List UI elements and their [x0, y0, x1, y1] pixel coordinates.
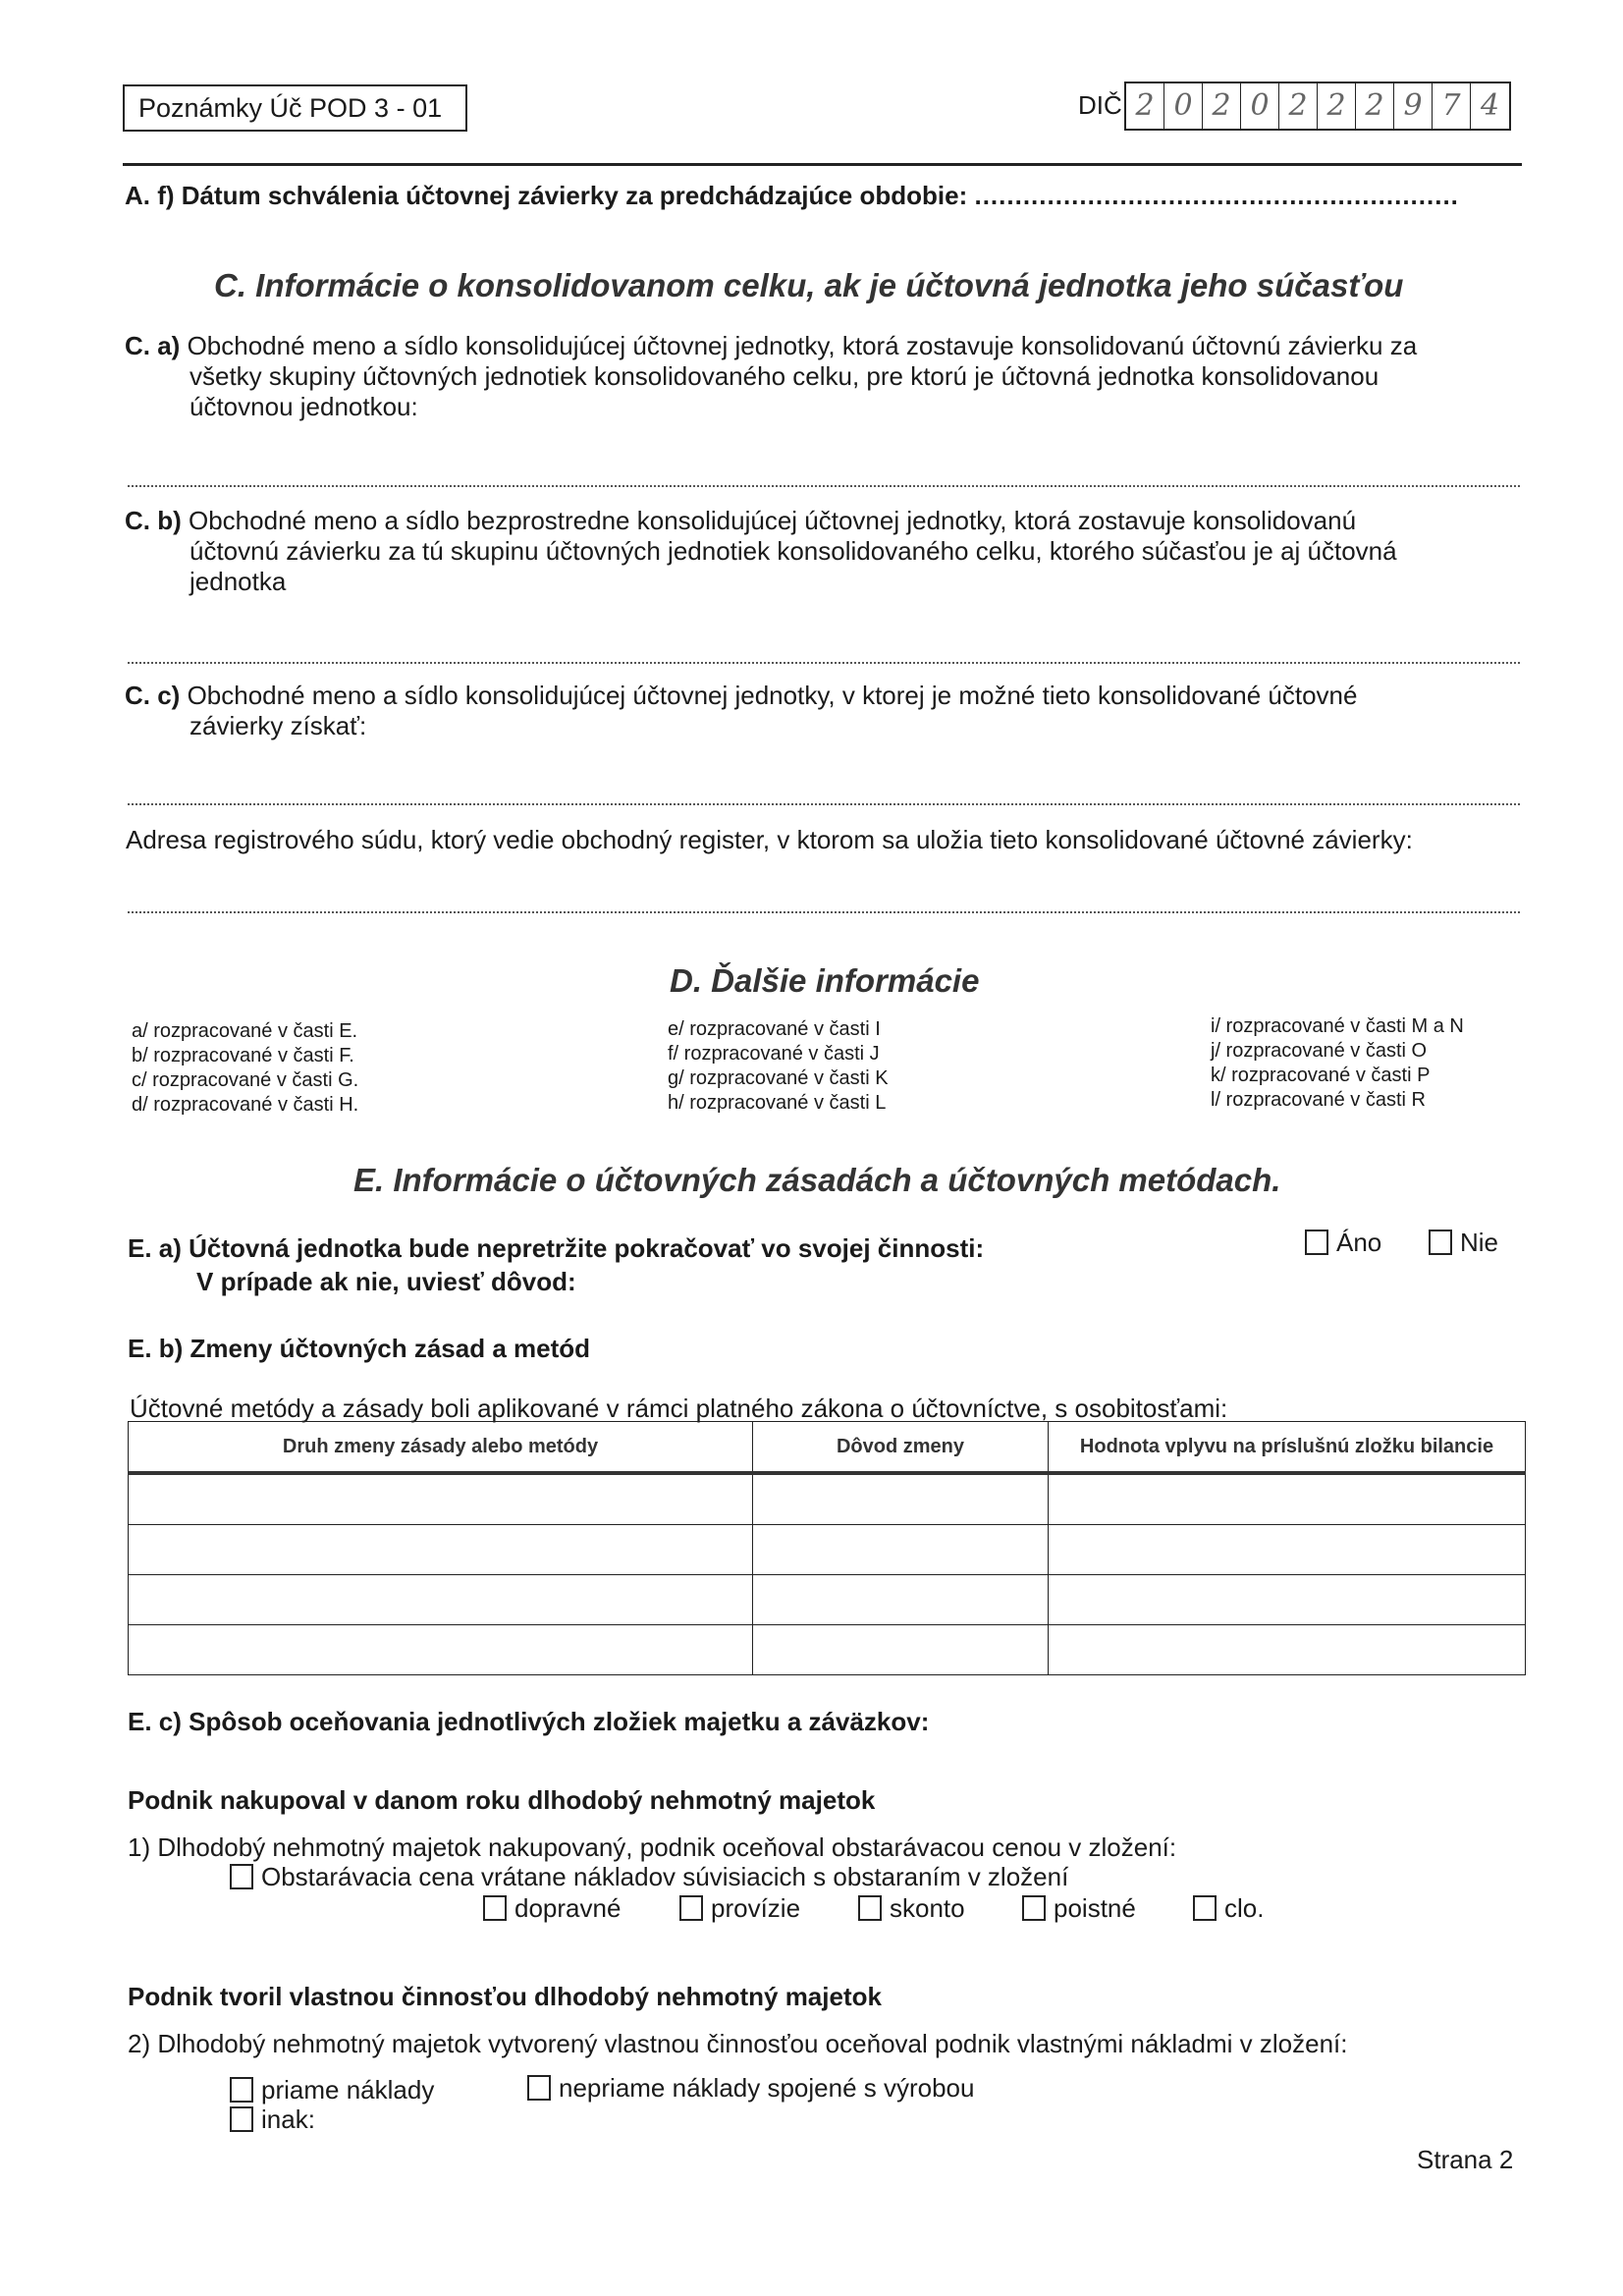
eb-question: E. b) Zmeny účtovných zásad a metód	[128, 1334, 590, 1363]
option-transport[interactable]	[483, 1893, 621, 1924]
cc-answer-line[interactable]	[128, 803, 1520, 805]
option-label: nepriame náklady spojené s výrobou	[559, 2073, 975, 2103]
table-cell[interactable]	[753, 1473, 1049, 1525]
table-header-row	[129, 1422, 1526, 1474]
ea-question: E. a) Účtovná jednotka bude nepretržite pokračovať vo svojej činnosti:	[128, 1233, 985, 1263]
form-code-box	[123, 84, 467, 132]
option-label: poistné	[1054, 1893, 1136, 1923]
d-list-item: c/ rozpracované v časti G.	[132, 1069, 359, 1091]
register-court-answer-line[interactable]	[128, 911, 1520, 913]
checkbox[interactable]	[230, 2106, 253, 2132]
option-other[interactable]	[230, 2105, 315, 2135]
option-label: dopravné	[514, 1893, 622, 1923]
option-commission[interactable]	[679, 1893, 800, 1924]
dic-digit[interactable]: 9	[1394, 83, 1433, 129]
d-list-item: k/ rozpracované v časti P	[1211, 1065, 1431, 1086]
option-acquisition-cost[interactable]	[230, 1862, 1068, 1892]
option-label: priame náklady	[261, 2075, 435, 2105]
table-header-reason: Dôvod zmeny	[753, 1422, 1049, 1474]
page-number: Strana 2	[1417, 2145, 1514, 2174]
dic-digit[interactable]: 7	[1433, 83, 1471, 129]
section-e-heading: E. Informácie o účtovných zásadách a účtovných metódach.	[353, 1162, 1281, 1198]
checkbox[interactable]	[1022, 1895, 1046, 1921]
cb-label: C. b)	[125, 506, 182, 535]
dic-label: DIČ	[1078, 90, 1122, 120]
ea-option-nie[interactable]	[1429, 1228, 1498, 1258]
dic-field[interactable]	[1124, 82, 1511, 131]
form-code: Poznámky Úč POD 3 - 01	[138, 93, 443, 123]
d-list-item: a/ rozpracované v časti E.	[132, 1020, 358, 1042]
dic-digit[interactable]: 0	[1241, 83, 1279, 129]
table-cell[interactable]	[753, 1525, 1049, 1575]
table-cell[interactable]	[1049, 1625, 1526, 1675]
purchased-heading: Podnik nakupoval v danom roku dlhodobý nehmotný majetok	[128, 1785, 876, 1815]
option-insurance[interactable]	[1022, 1893, 1136, 1924]
table-cell[interactable]	[1049, 1525, 1526, 1575]
af-dots-field[interactable]: ............................................................	[974, 181, 1459, 210]
table-header-impact-value: Hodnota vplyvu na príslušnú zložku bilancie	[1049, 1422, 1526, 1474]
ca-line3: účtovnou jednotkou:	[189, 392, 418, 421]
d-list-item: j/ rozpracované v časti O	[1211, 1040, 1428, 1062]
ca-line1: Obchodné meno a sídlo konsolidujúcej účtovnej jednotky, ktorá zostavuje konsolidovanú účtovnú závierku za	[187, 331, 1418, 360]
table-row	[129, 1625, 1526, 1675]
checkbox[interactable]	[1429, 1230, 1452, 1255]
ea-option-ano-label: Áno	[1336, 1228, 1382, 1257]
ca-answer-line[interactable]	[128, 485, 1520, 487]
table-cell[interactable]	[1049, 1473, 1526, 1525]
changes-table	[128, 1421, 1526, 1675]
checkbox[interactable]	[230, 1864, 253, 1889]
ec-question: E. c) Spôsob oceňovania jednotlivých zložiek majetku a záväzkov:	[128, 1707, 930, 1736]
cb-question	[125, 506, 1397, 597]
table-header-change-type: Druh zmeny zásady alebo metódy	[129, 1422, 753, 1474]
option-label: skonto	[890, 1893, 965, 1923]
checkbox[interactable]	[858, 1895, 882, 1921]
ca-line2: všetky skupiny účtovných jednotiek konsolidovaného celku, pre ktorú je účtovná jednotka konsolidovanou	[189, 361, 1380, 391]
ea-option-nie-label: Nie	[1460, 1228, 1499, 1257]
own-item: 2) Dlhodobý nehmotný majetok vytvorený vlastnou činnosťou oceňoval podnik vlastnými nákladmi v zložení:	[128, 2029, 1348, 2058]
d-list-item: g/ rozpracované v časti K	[668, 1067, 889, 1089]
checkbox[interactable]	[483, 1895, 507, 1921]
table-row	[129, 1473, 1526, 1525]
checkbox[interactable]	[230, 2077, 253, 2103]
d-list-item: e/ rozpracované v časti I	[668, 1018, 881, 1040]
table-cell[interactable]	[753, 1575, 1049, 1625]
cb-line2: účtovnú závierku za tú skupinu účtovných jednotiek konsolidovaného celku, ktorého súčasťou je aj účtovná	[189, 536, 1397, 566]
dic-digit[interactable]: 2	[1126, 83, 1164, 129]
table-row	[129, 1575, 1526, 1625]
eb-intro: Účtovné metódy a zásady boli aplikované v rámci platného zákona o účtovníctve, s osobitosťami:	[130, 1394, 1228, 1423]
ea-option-ano[interactable]	[1305, 1228, 1381, 1258]
cb-answer-line[interactable]	[128, 662, 1520, 664]
checkbox[interactable]	[1305, 1230, 1328, 1255]
own-heading: Podnik tvoril vlastnou činnosťou dlhodobý nehmotný majetok	[128, 1982, 882, 2011]
cc-question	[125, 681, 1357, 741]
checkbox[interactable]	[679, 1895, 703, 1921]
table-cell[interactable]	[129, 1525, 753, 1575]
ca-question	[125, 331, 1417, 422]
checkbox[interactable]	[1193, 1895, 1217, 1921]
ca-label: C. a)	[125, 331, 181, 360]
table-cell[interactable]	[129, 1473, 753, 1525]
dic-digit[interactable]: 0	[1164, 83, 1203, 129]
dic-digit[interactable]: 2	[1279, 83, 1318, 129]
cc-line1: Obchodné meno a sídlo konsolidujúcej účtovnej jednotky, v ktorej je možné tieto konsolidované účtovné	[187, 681, 1358, 710]
option-label: provízie	[711, 1893, 801, 1923]
d-list-item: b/ rozpracované v časti F.	[132, 1045, 354, 1066]
dic-digit[interactable]: 2	[1203, 83, 1241, 129]
d-list-item: i/ rozpracované v časti M a N	[1211, 1015, 1464, 1037]
option-customs[interactable]	[1193, 1893, 1264, 1924]
section-c-heading: C. Informácie o konsolidovanom celku, ak je účtovná jednotka jeho súčasťou	[214, 267, 1404, 303]
dic-digit[interactable]: 2	[1318, 83, 1356, 129]
table-cell[interactable]	[129, 1575, 753, 1625]
purchased-item: 1) Dlhodobý nehmotný majetok nakupovaný, podnik oceňoval obstarávacou cenou v zložení:	[128, 1832, 1177, 1862]
option-label: Obstarávacia cena vrátane nákladov súvisiacich s obstaraním v zložení	[261, 1862, 1069, 1891]
option-label: inak:	[261, 2105, 315, 2134]
cb-line3: jednotka	[189, 567, 287, 596]
table-cell[interactable]	[129, 1625, 753, 1675]
section-d-heading: D. Ďalšie informácie	[670, 962, 980, 999]
dic-digit[interactable]: 4	[1480, 88, 1500, 123]
af-label: A. f) Dátum schválenia účtovnej závierky za predchádzajúce obdobie:	[125, 181, 968, 210]
table-cell[interactable]	[1049, 1575, 1526, 1625]
header-divider	[123, 163, 1522, 166]
d-list-item: d/ rozpracované v časti H.	[132, 1094, 359, 1116]
cc-line2: závierky získať:	[189, 711, 367, 740]
d-list-column-3	[1211, 1014, 1464, 1113]
d-list-item: f/ rozpracované v časti J	[668, 1043, 880, 1065]
d-list-column-1	[132, 1019, 358, 1118]
d-list-column-2	[668, 1017, 889, 1116]
register-court-question: Adresa registrového súdu, ktorý vedie obchodný register, v ktorom sa uložia tieto konsolidované účtovné závierky:	[126, 825, 1413, 854]
dic-digit[interactable]: 2	[1356, 83, 1394, 129]
af-question	[125, 181, 1459, 211]
cb-line1: Obchodné meno a sídlo bezprostredne konsolidujúcej účtovnej jednotky, ktorá zostavuje konsolidovanú	[189, 506, 1357, 535]
d-list-item: l/ rozpracované v časti R	[1211, 1089, 1426, 1111]
checkbox[interactable]	[527, 2075, 551, 2101]
ea-reason-label: V prípade ak nie, uviesť dôvod:	[196, 1267, 576, 1296]
option-discount[interactable]	[858, 1893, 965, 1924]
cc-label: C. c)	[125, 681, 181, 710]
table-row	[129, 1525, 1526, 1575]
option-direct-costs[interactable]	[230, 2075, 434, 2105]
option-label: clo.	[1224, 1893, 1265, 1923]
d-list-item: h/ rozpracované v časti L	[668, 1092, 887, 1114]
option-indirect-costs[interactable]	[527, 2073, 974, 2104]
table-cell[interactable]	[753, 1625, 1049, 1675]
